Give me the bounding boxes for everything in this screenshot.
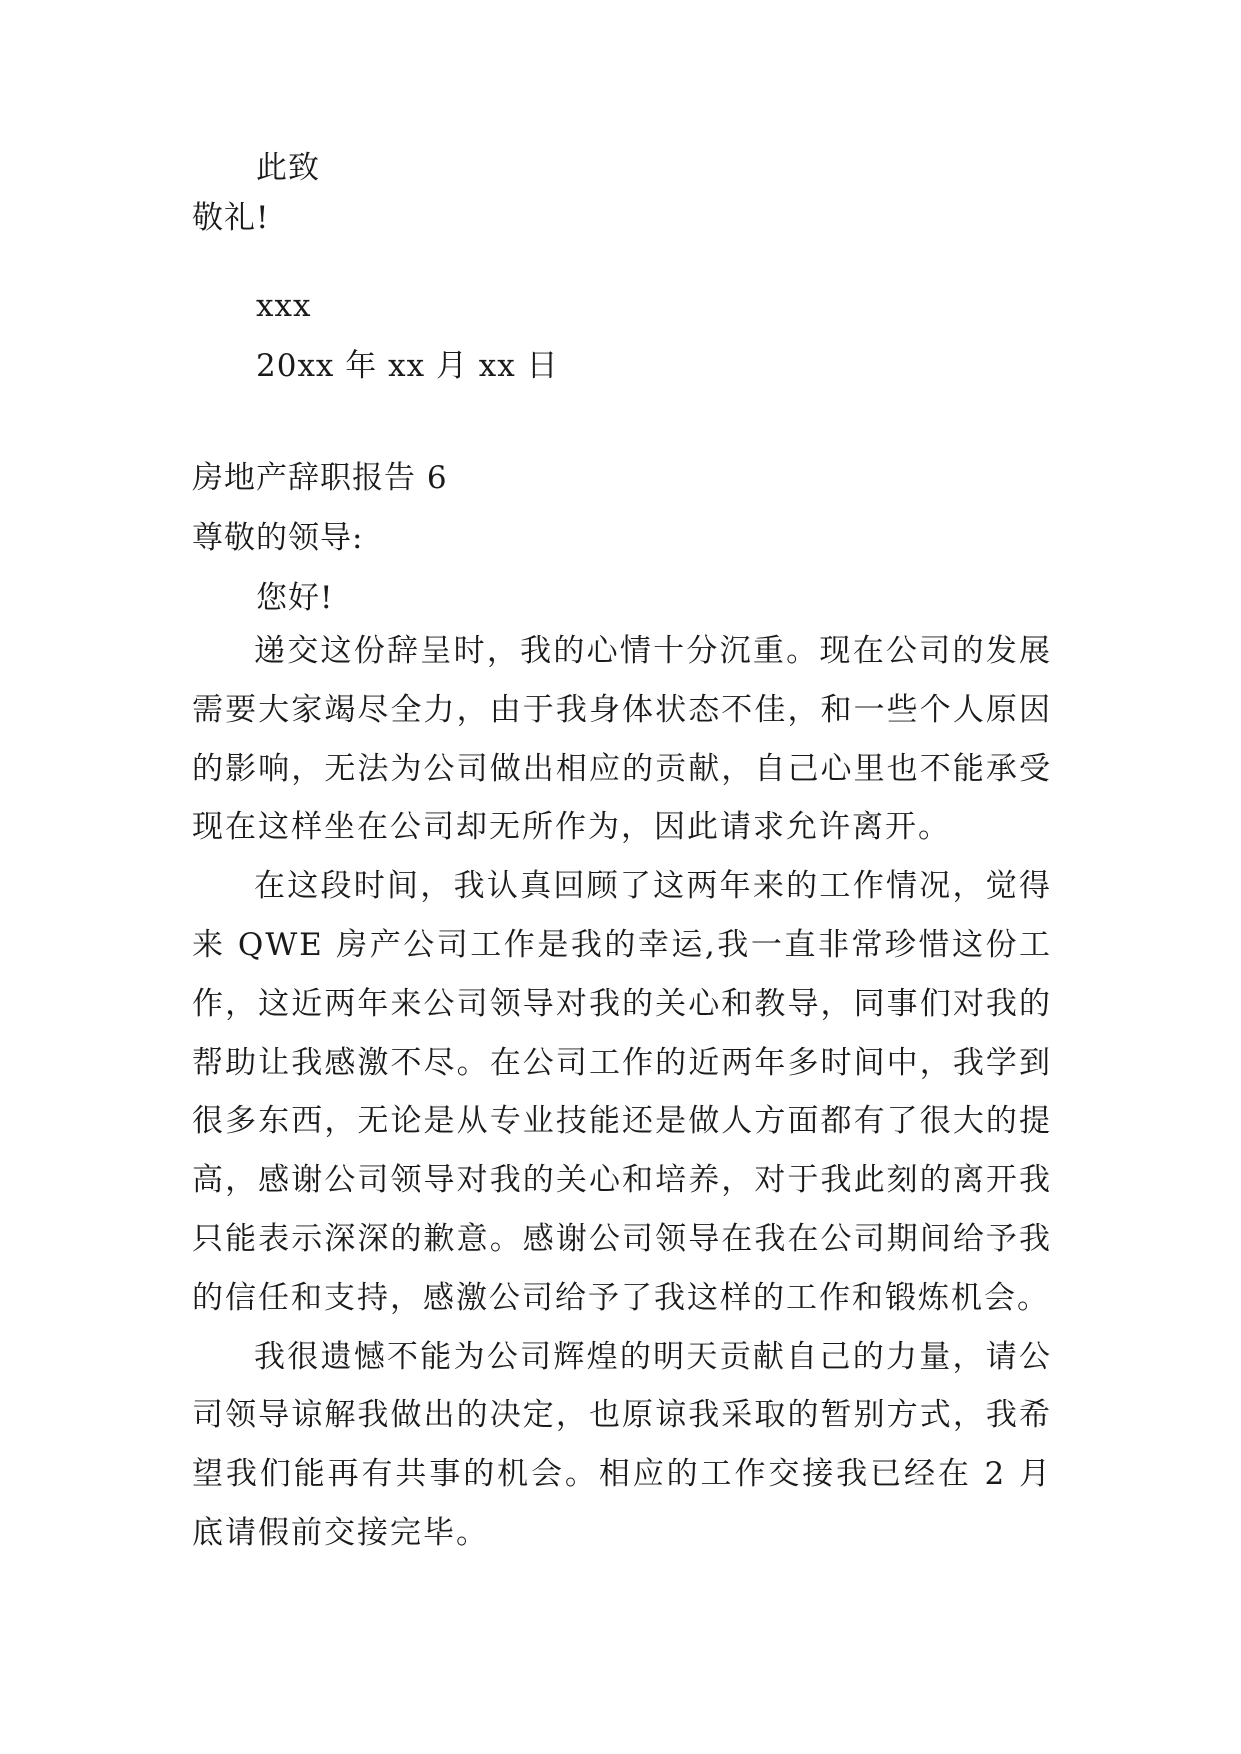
greeting-line: 您好! bbox=[256, 580, 334, 616]
body-paragraph: 我很遗憾不能为公司辉煌的明天贡献自己的力量，请公司领导谅解我做出的决定，也原谅我采取的暂别方式，我希望我们能再有共事的机会。相应的工作交接我已经在 2 月底请假前交接完毕。 bbox=[192, 1338, 1052, 1551]
signature-date: 20xx 年 xx 月 xx 日 bbox=[256, 348, 559, 384]
closing-salutation: 此致 bbox=[256, 150, 320, 186]
recipient-line: 尊敬的领导: bbox=[192, 520, 364, 556]
closing-regards: 敬礼! bbox=[192, 200, 270, 236]
signer-name: xxx bbox=[256, 288, 312, 324]
body-paragraph: 递交这份辞呈时，我的心情十分沉重。现在公司的发展需要大家竭尽全力，由于我身体状态不佳，和一些个人原因的影响，无法为公司做出相应的贡献，自己心里也不能承受现在这样坐在公司却无所作为，因此请求允许离开。 bbox=[192, 633, 1052, 846]
body-paragraph: 在这段时间，我认真回顾了这两年来的工作情况，觉得来 QWE 房产公司工作是我的幸运,我一直非常珍惜这份工作，这近两年来公司领导对我的关心和教导，同事们对我的帮助让我感激不尽。在公司工作的近两年多时间中，我学到很多东西，无论是从专业技能还是做人方面都有了很大的提高，感谢公司领导对我的关心和培养，对于我此刻的离开我只能表示深深的歉意。感谢公司领导在我在公司期间给予我的信任和支持，感激公司给予了我这样的工作和锻炼机会。 bbox=[192, 868, 1052, 1316]
report-title: 房地产辞职报告 6 bbox=[192, 460, 448, 496]
report-body bbox=[192, 622, 1052, 1563]
